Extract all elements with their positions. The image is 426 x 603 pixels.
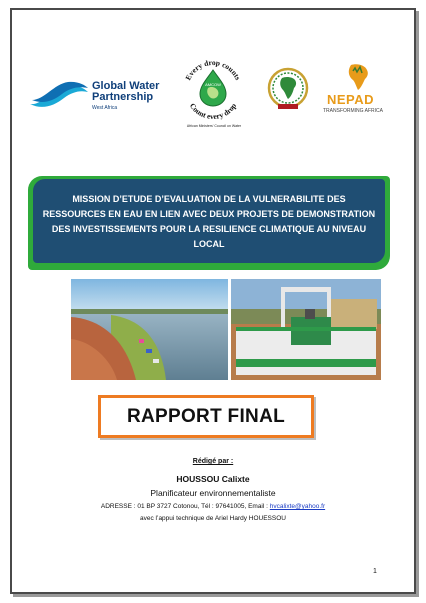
nepad-title: NEPAD	[327, 92, 375, 107]
svg-text:Every drop counts: Every drop counts	[183, 57, 243, 82]
every-drop-sub: African Ministers' Council on Water	[186, 124, 242, 128]
written-by-label: Rédigé par :	[192, 458, 234, 465]
gwp-wave-icon	[28, 78, 90, 112]
page-number: 1	[373, 568, 377, 575]
water-pump-photo	[231, 279, 381, 380]
nepad-tagline: TRANSFORMING AFRICA	[323, 108, 384, 114]
author-address	[0, 503, 426, 510]
email-link[interactable]: hvcalixte@yahoo.fr	[269, 503, 326, 510]
report-title: MISSION D’ETUDE D’EVALUATION DE LA VULNERABILITE DES RESSOURCES EN EAU EN LIEN AVEC DEUX PROJETS DE DEMONSTRATION DES INVESTISSEMENTS POUR LA RESILIENCE CLIMATIQUE AU NIVEAU LOCAL	[42, 194, 376, 249]
technical-support: avec l’appui technique de Ariel Hardy HOUESSOU	[140, 515, 286, 522]
gwp-logo	[28, 76, 163, 116]
water-drop-icon	[178, 50, 248, 126]
gwp-name: Global Water Partnership	[92, 80, 160, 103]
address-text: ADRESSE : 01 BP 3727 Cotonou, Tél : 97641005, Email :	[100, 503, 270, 510]
nepad-logo	[323, 62, 393, 116]
african-union-logo	[266, 66, 310, 112]
author-name: HOUSSOU Calixte	[176, 474, 250, 484]
nepad-africa-icon	[339, 62, 379, 92]
river-photo	[71, 279, 228, 380]
every-drop-counts-logo	[178, 50, 248, 134]
svg-text:AMCOW: AMCOW	[205, 82, 221, 87]
svg-text:Count every drop: Count every drop	[187, 101, 239, 122]
gwp-sub: West Africa	[92, 105, 118, 111]
report-label-box	[98, 395, 314, 438]
africa-emblem-icon	[266, 66, 310, 112]
author-role: Planificateur environnementaliste	[150, 488, 276, 498]
report-label: RAPPORT FINAL	[126, 405, 285, 427]
